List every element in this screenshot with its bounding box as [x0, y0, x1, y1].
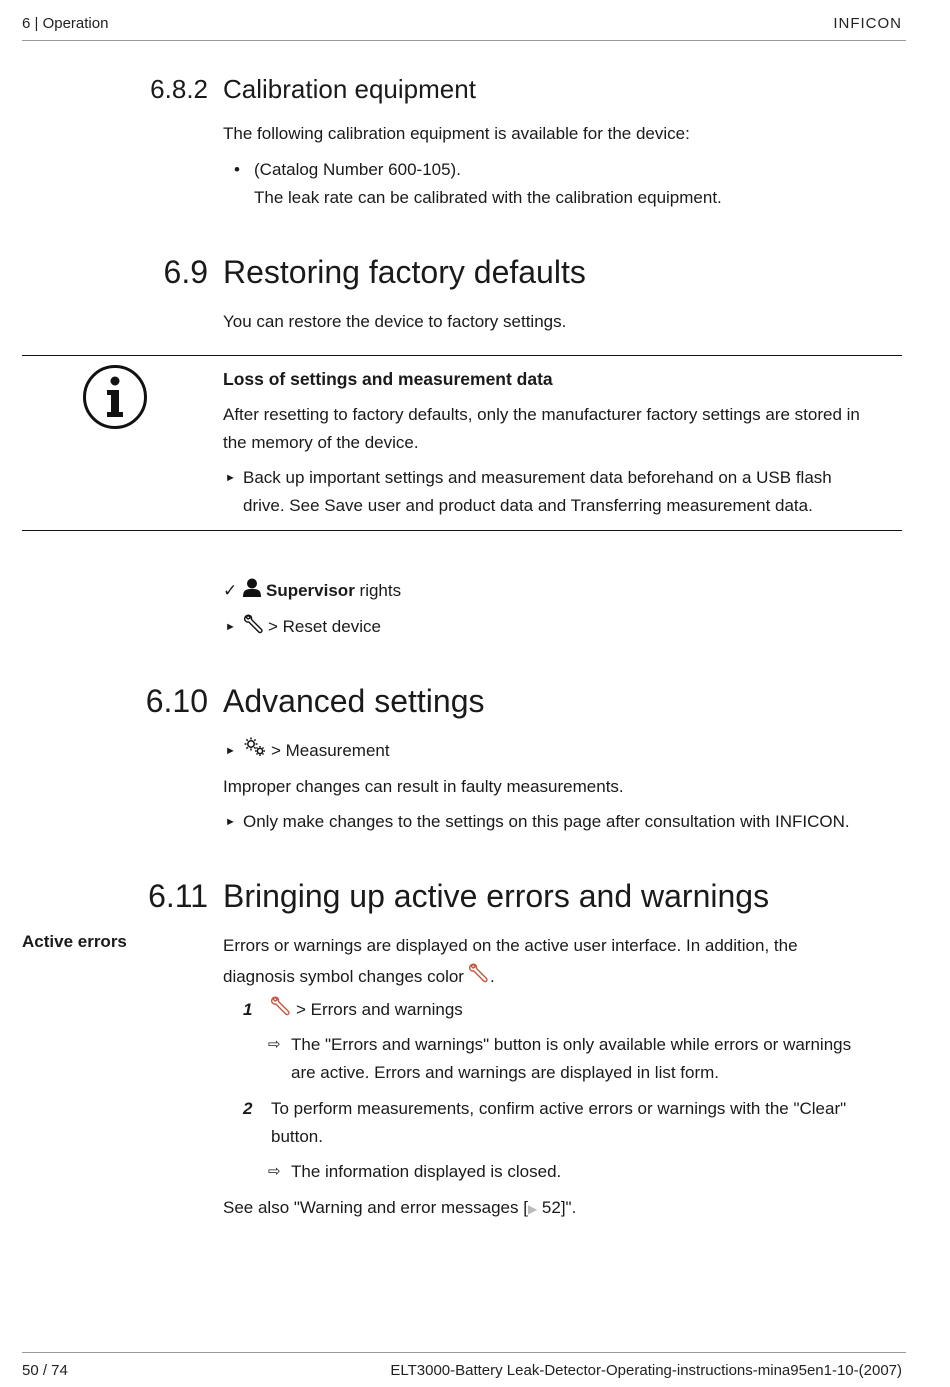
result1-line2: are active. Errors and warnings are displayed in list form. — [291, 1063, 720, 1082]
info-icon — [82, 364, 148, 430]
role-supervisor: Supervisor — [266, 581, 355, 600]
section-number-6-10: 6.10 — [145, 683, 208, 719]
notice-title: Loss of settings and measurement data — [223, 369, 553, 389]
role-suffix: rights — [354, 581, 402, 600]
header-rule — [22, 40, 906, 41]
notice-bottom-rule — [22, 530, 902, 531]
errors-intro-line2-wrap — [223, 960, 495, 991]
see-also[interactable] — [223, 1194, 576, 1223]
notice-top-rule — [22, 355, 902, 356]
section-number-6-8-2: 6.8.2 — [150, 74, 208, 104]
bullet-dot: • — [234, 160, 240, 179]
action-arrow-icon: ► — [225, 816, 236, 828]
see-also-page[interactable]: 52 — [537, 1198, 561, 1217]
wrench-icon — [243, 613, 265, 635]
calibration-bullet-line2: The leak rate can be calibrated with the calibration equipment. — [254, 188, 722, 207]
calibration-bullet-line1: (Catalog Number 600-105). — [254, 160, 461, 179]
prerequisite-text — [266, 577, 401, 605]
step2-line2: button. — [271, 1127, 323, 1146]
section-title-active-errors: Bringing up active errors and warnings — [223, 878, 770, 914]
section-title-advanced-settings: Advanced settings — [223, 683, 485, 719]
result-arrow-icon: ⇨ — [268, 1163, 281, 1180]
result2-text: The information displayed is closed. — [291, 1162, 562, 1181]
measurement-path: > Measurement — [271, 741, 390, 760]
margin-label-active-errors: Active errors — [22, 932, 127, 951]
result1-line1: The "Errors and warnings" button is only available while errors or warnings — [291, 1035, 852, 1054]
errors-intro-line1: Errors or warnings are displayed on the active user interface. In addition, the — [223, 936, 798, 955]
errors-intro-line2: diagnosis symbol changes color — [223, 967, 464, 986]
footer-rule — [22, 1352, 906, 1353]
header-brand: INFICON — [833, 15, 902, 32]
section-title-calibration-equipment: Calibration equipment — [223, 74, 476, 104]
advanced-action: Only make changes to the settings on this page after consultation with INFICON. — [243, 812, 850, 831]
reset-device-path: > Reset device — [268, 617, 381, 636]
see-also-suffix: ]". — [560, 1198, 577, 1217]
see-also-prefix: See also "Warning and error messages [ — [223, 1198, 528, 1217]
header-section: 6 | Operation — [22, 15, 109, 32]
errors-intro-end: . — [489, 967, 495, 986]
step1-text: > Errors and warnings — [296, 1000, 463, 1019]
wrench-red-icon — [468, 962, 490, 984]
notice-action-line2: drive. See Save user and product data and Transferring measurement data. — [243, 496, 813, 515]
action-arrow-icon: ► — [225, 745, 236, 757]
notice-line2: the memory of the device. — [223, 433, 419, 452]
calibration-intro: The following calibration equipment is available for the device: — [223, 124, 690, 143]
action-arrow-icon: ► — [225, 472, 236, 484]
step-number-1: 1 — [243, 1000, 253, 1019]
wrench-red-icon — [270, 995, 292, 1017]
gears-icon — [243, 736, 267, 758]
check-icon: ✓ — [223, 581, 238, 600]
step2-line1: To perform measurements, confirm active errors or warnings with the "Clear" — [271, 1099, 847, 1118]
notice-action-line1: Back up important settings and measurement data beforehand on a USB flash — [243, 468, 832, 487]
footer-page-number: 50 / 74 — [22, 1362, 68, 1379]
result-arrow-icon: ⇨ — [268, 1036, 281, 1053]
section-title-restoring-factory-defaults: Restoring factory defaults — [223, 254, 586, 290]
step-number-2: 2 — [243, 1099, 253, 1118]
page-ref-icon: ▶ — [527, 1202, 538, 1216]
action-arrow-icon: ► — [225, 621, 236, 633]
notice-line1: After resetting to factory defaults, only the manufacturer factory settings are stored in — [223, 405, 860, 424]
user-icon — [243, 578, 261, 598]
restore-intro: You can restore the device to factory settings. — [223, 312, 567, 331]
section-number-6-9: 6.9 — [163, 254, 208, 290]
section-number-6-11: 6.11 — [148, 878, 208, 914]
footer-document-id: ELT3000-Battery Leak-Detector-Operating-instructions-mina95en1-10-(2007) — [390, 1362, 902, 1379]
advanced-warning: Improper changes can result in faulty measurements. — [223, 777, 624, 796]
